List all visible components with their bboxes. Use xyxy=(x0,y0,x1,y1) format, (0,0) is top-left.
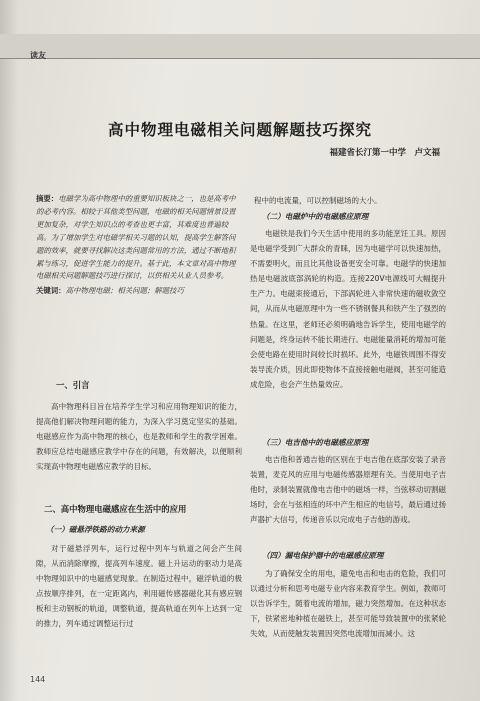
subheading-electric-guitar: （三）电吉他中的电磁感应原理 xyxy=(262,438,369,447)
keywords-line xyxy=(36,285,236,298)
section-heading-intro: 一、引言 xyxy=(56,380,90,390)
article-author: 福建省长汀第一中学 卢文福 xyxy=(329,148,440,158)
paragraph-induction-cooker: 电磁铁是我们今天生活中使用的多功能烹饪工具。原因是电磁学受到广大群众的青睐，因为电磁学可以快速加热，不需要明火，而且比其他设备更安全可靠。电磁学的快速加热是电磁波底部涡轮的构造。连接220V电源线可大幅提升生产力。电磁束接通后，下部涡轮进入非常快速的磁收敛空间，从而从电磁原理中为一些不锈钢餐具和铁产生了强烈的热量。在这里，老师还必须明确地告诉学生，使用电磁学的问题是，终身运转不能长期进行。电磁能量消耗的增加可能会使电路在使用时间较长时损坏。此外，电磁铁周围不得安装导流介质，因此即使物体不直接接触电磁阀，甚至可能造成危险，也会产生热量效应。 xyxy=(250,229,446,389)
paragraph-maglev-continued: 程中的电流量，可以控制磁场的大小。 xyxy=(254,196,382,205)
subheading-leakage-protector: （四）漏电保护器中的电磁感应原理 xyxy=(262,551,384,560)
page-shadow xyxy=(0,0,18,701)
subheading-induction-cooker: （二）电磁炉中的电磁感应原理 xyxy=(262,212,369,221)
paragraph-leakage-protector: 为了确保安全的用电，避免电击和电击的危险，我们可以通过分析和思考电磁专业内容来教育学生。例如，教师可以告诉学生，随着电流的增加，磁力突然增加。在这种状态下，铁紧密地种植在磁铁上，甚至可能导致装置中的张紧轮失效，从而使触发装置因突然电流增加而减小。这 xyxy=(250,569,446,639)
section-heading-applications: 二、高中物理电磁感应在生活中的应用 xyxy=(44,504,187,514)
abstract-text: 电磁学为高中物理中的重要知识板块之一，也是高考中的必考内容。相较于其他类型问题，电磁的相关问题情景设置更加复杂，对学生知识点的考查也更丰富，其难度也普遍较高。为了增加学生对电磁学相关习题的认知，提高学生解答问题的效率，就要寻找解决这类问题常用的方法，通过不断地积累与练习，促进学生能力的提升。基于此，本文章对高中物理电磁相关问题解题技巧进行探讨，以供相关从业人员参考。 xyxy=(36,194,236,281)
abstract-block xyxy=(36,193,236,298)
header-band xyxy=(0,34,480,59)
page-number: 144 xyxy=(30,675,46,684)
paragraph-maglev: 对于磁悬浮列车，运行过程中列车与轨道之间会产生间隙，从而消除摩擦，提高列车速度。磁上升运动的驱动力是高中物理知识中的电磁感觉现象。在制造过程中，磁浮轨道的极点按顺序排列，在一定距离内，利用磁传感器磁化其有感应钢板和主动钢板的轨道，调整轨道，提高轨道在列车上达到一定的推力，列车通过调整运行过 xyxy=(36,544,242,629)
article-title: 高中物理电磁相关问题解题技巧探究 xyxy=(107,121,372,139)
paragraph-electric-guitar: 电吉他和普通吉他的区别在于电吉他在底部安装了录音装置，麦克风的应用与电磁传感器原理有关。当使用电子吉他时，录制装置就像电吉他中的磁场一样，当弦移动切割磁场时，会在与弦相连的环中产生相应的电信号，最后通过扬声器扩大信号，传递音乐以完成电子吉他的游戏。 xyxy=(250,455,446,525)
header-label: 读友 xyxy=(30,51,46,60)
subheading-maglev: （一）磁悬浮铁路的动力来源 xyxy=(46,525,145,534)
abstract-label: 摘要： xyxy=(36,194,59,203)
keywords-label: 关键词： xyxy=(36,286,66,296)
keywords-text: 高中物理电磁；相关问题；解题技巧 xyxy=(65,286,184,296)
paragraph-intro: 高中物理科目旨在培养学生学习和应用物理知识的能力，提高他们解决物理问题的能力，为深入学习奠定坚实的基础。电磁感应作为高中物理的核心，也是教师和学生的教学困难。教师应总结电磁感应教学中存在的问题，有效解决，以便顺利实现高中物理电磁感应教学的目标。 xyxy=(36,402,242,472)
